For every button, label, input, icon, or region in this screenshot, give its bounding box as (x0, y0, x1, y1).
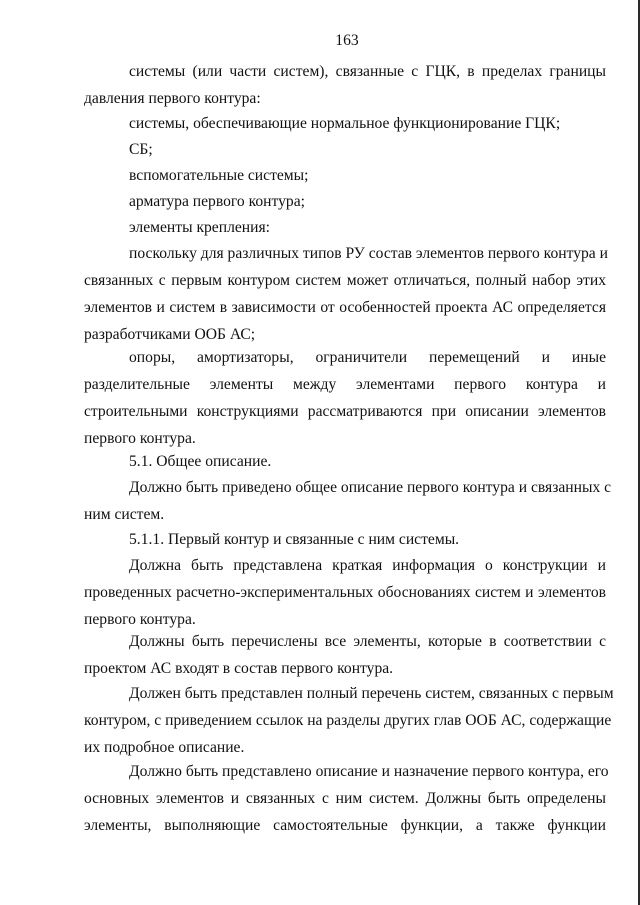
text-line: вспомогательные системы; (129, 167, 309, 184)
text-line: их подробное описание. (84, 739, 245, 756)
text-line: 5.1. Общее описание. (129, 453, 272, 470)
text-line: элементы, выполняющие самостоятельные функции, а также функции (84, 817, 606, 834)
text-line: 5.1.1. Первый контур и связанные с ним системы. (129, 531, 460, 548)
paragraph-9 (84, 448, 606, 475)
text-line: основных элементов и связанных с ним систем. Должны быть определены (84, 790, 606, 807)
text-line: давления первого контура: (84, 90, 261, 107)
paragraph-10 (84, 474, 612, 528)
paragraph-8 (84, 344, 606, 452)
text-line: разработчиками ООБ АС; (84, 326, 256, 343)
text-line: системы, обеспечивающие нормальное функционирование ГЦК; (129, 115, 561, 132)
text-line: Должно быть представлено описание и назначение первого контура, его (129, 763, 609, 780)
paragraph-2 (84, 110, 606, 137)
text-line: связанных с первым контуром систем может отличаться, полный набор этих (84, 272, 606, 289)
paragraph-5 (84, 188, 606, 215)
text-line: ним систем. (84, 506, 165, 523)
paragraph-7 (84, 240, 606, 348)
paragraph-3 (84, 136, 606, 163)
text-line: первого контура. (84, 611, 196, 628)
text-line: проектом АС входят в состав первого контура. (84, 660, 394, 677)
text-line: элементы крепления: (129, 219, 270, 236)
paragraph-15 (84, 758, 609, 839)
paragraph-14 (84, 680, 614, 761)
text-line: поскольку для различных типов РУ состав элементов первого контура и (129, 245, 608, 262)
text-line: Должно быть приведено общее описание первого контура и связанных с (129, 479, 612, 496)
paragraph-4 (84, 162, 606, 189)
paragraph-1 (84, 58, 606, 112)
text-line: арматура первого контура; (129, 193, 305, 210)
text-line: опоры, амортизаторы, ограничители перемещений и иные (129, 349, 606, 366)
page-number: 163 (335, 32, 359, 49)
text-line: СБ; (129, 141, 153, 158)
text-line: системы (или части систем), связанные с ГЦК, в пределах границы (129, 63, 606, 80)
text-line: проведенных расчетно-экспериментальных обоснованиях систем и элементов (84, 584, 606, 601)
text-line: элементов и систем в зависимости от особенностей проекта АС определяется (84, 299, 606, 316)
paragraph-13 (84, 628, 606, 682)
text-line: Должен быть представлен полный перечень систем, связанных с первым (129, 685, 614, 702)
paragraph-12 (84, 552, 606, 633)
text-line: строительными конструкциями рассматриваются при описании элементов (84, 403, 606, 420)
paragraph-11 (84, 526, 606, 553)
paragraph-6 (84, 214, 606, 241)
text-line: Должны быть перечислены все элементы, которые в соответствии с (129, 633, 606, 650)
text-line: разделительные элементы между элементами первого контура и (84, 376, 606, 393)
text-line: первого контура. (84, 430, 196, 447)
text-line: Должна быть представлена краткая информация о конструкции и (129, 557, 606, 574)
text-line: контуром, с приведением ссылок на разделы других глав ООБ АС, содержащие (84, 712, 612, 729)
